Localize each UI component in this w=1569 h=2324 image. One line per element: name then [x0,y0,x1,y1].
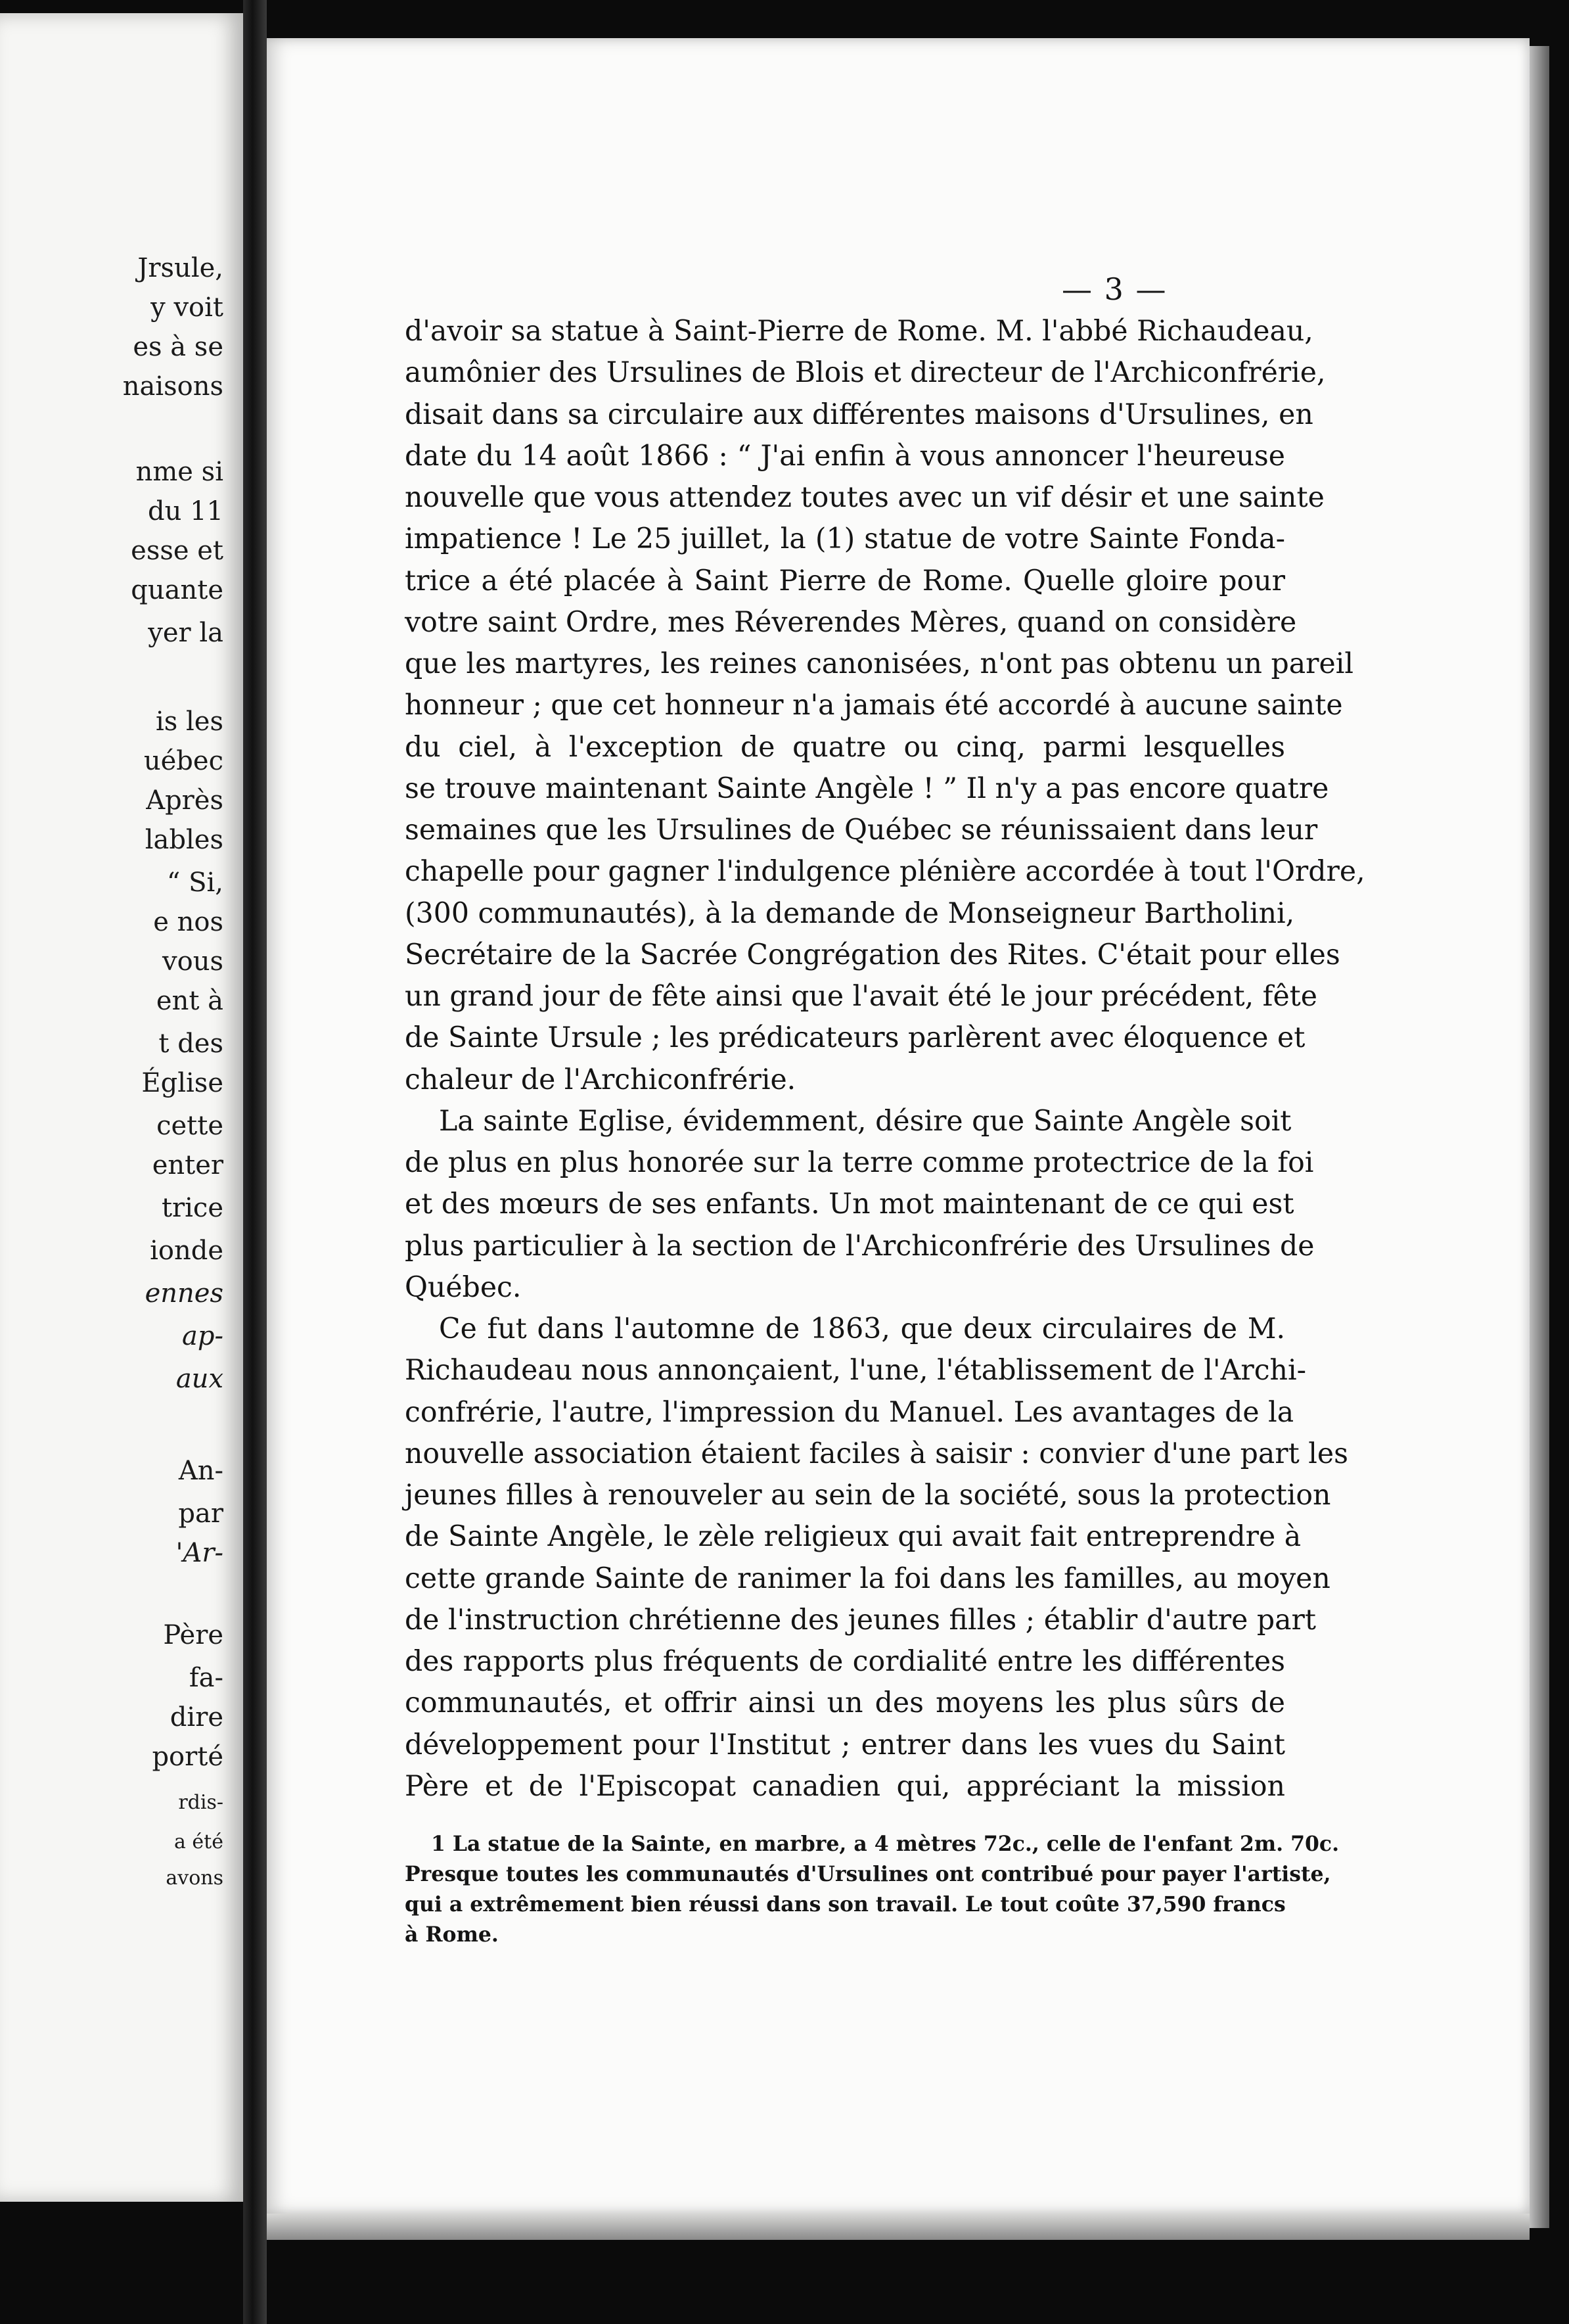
text-line: votre saint Ordre, mes Réverendes Mères, quand on considère [405,605,1297,639]
left-page-line: aux [175,1364,223,1394]
left-page-line: naisons [122,371,223,402]
text-line: de Sainte Angèle, le zèle religieux qui avait fait entreprendre à [405,1520,1302,1554]
text-line: des rapports plus fréquents de cordialité entre les différentes [405,1645,1285,1678]
text-line: nouvelle association étaient faciles à saisir : convier d'une part les [405,1437,1348,1470]
text-line: impatience ! Le 25 juillet, la (1) statue de votre Sainte Fonda- [405,523,1285,556]
left-page-line: “ Si, [166,868,223,898]
left-page-line: enter [152,1150,223,1180]
footnote-line: qui a extrêmement bien réussi dans son travail. Le tout coûte 37,590 francs [405,1892,1286,1917]
left-page-line: uébec [143,746,223,776]
left-page-line: fa- [189,1663,223,1693]
footnote-line: 1 La statue de la Sainte, en marbre, a 4 mètres 72c., celle de l'enfant 2m. 70c. [431,1832,1340,1856]
left-page-line: par [178,1499,223,1529]
left-page-line: porté [152,1742,223,1772]
left-page-line: ennes [145,1278,223,1309]
text-line: date du 14 août 1866 : “ J'ai enfin à vous annoncer l'heureuse [405,439,1285,473]
text-line: d'avoir sa statue à Saint-Pierre de Rome. M. l'abbé Richaudeau, [405,315,1313,348]
left-page-line: cette [156,1111,223,1141]
left-page-line: Père [163,1620,223,1650]
left-page-line: Après [146,785,223,816]
page-edge-bottom [267,2214,1530,2240]
left-page-line: nme si [135,457,223,487]
left-page-line: quante [131,575,223,605]
footnote-line: Presque toutes les communautés d'Ursulines ont contribué pour payer l'artiste, [405,1862,1331,1886]
text-line: se trouve maintenant Sainte Angèle ! ” Il n'y a pas encore quatre [405,772,1329,805]
text-line: de plus en plus honorée sur la terre comme protectrice de la foi [405,1146,1314,1179]
left-page-line: lables [145,825,223,855]
left-page-line: ionde [150,1236,223,1266]
left-page-line: rdis- [178,1791,223,1814]
left-page-line: dire [170,1702,223,1732]
text-line: Québec. [405,1270,522,1304]
text-line: aumônier des Ursulines de Blois et directeur de l'Archiconfrérie, [405,356,1326,390]
text-line: chaleur de l'Archiconfrérie. [405,1063,796,1096]
text-line: de l'instruction chrétienne des jeunes filles ; établir d'autre part [405,1603,1316,1637]
previous-page-fragment [0,13,243,2202]
left-page-line: trice [161,1193,223,1223]
left-page-line: a été [174,1830,223,1853]
book-gutter [243,0,267,2324]
text-line: Richaudeau nous annonçaient, l'une, l'établissement de l'Archi- [405,1354,1307,1387]
text-line: Ce fut dans l'automne de 1863, que deux circulaires de M. [439,1313,1285,1345]
left-page-line: An- [178,1456,223,1486]
text-line: La sainte Eglise, évidemment, désire que Sainte Angèle soit [439,1104,1292,1138]
left-page-line: y voit [150,292,223,323]
text-line: jeunes filles à renouveler au sein de la société, sous la protection [405,1479,1331,1512]
left-page-line: du 11 [148,496,223,526]
text-line: du ciel, à l'exception de quatre ou cinq, parmi lesquelles [405,730,1285,764]
body-text [405,311,1365,1807]
left-page-line: t des [158,1029,223,1059]
text-line: Secrétaire de la Sacrée Congrégation des Rites. C'était pour elles [405,938,1340,971]
text-line: plus particulier à la section de l'Archiconfrérie des Ursulines de [405,1229,1315,1263]
left-page-line: esse et [131,536,223,566]
left-page-line: Jrsule, [137,253,223,283]
left-page-line: ap- [182,1321,223,1351]
left-page-line: Église [141,1068,223,1098]
text-line: (300 communautés), à la demande de Monseigneur Bartholini, [405,896,1295,930]
footnote [405,1829,1340,1950]
text-line: et des mœurs de ses enfants. Un mot maintenant de ce qui est [405,1188,1294,1221]
page-number: — 3 — [1062,271,1168,307]
page-edge-right [1530,46,1549,2228]
left-page-line: vous [162,946,223,977]
text-line: semaines que les Ursulines de Québec se réunissaient dans leur [405,814,1318,847]
document-page [267,38,1530,2214]
text-line: nouvelle que vous attendez toutes avec un vif désir et une sainte [405,481,1325,514]
left-page-line: avons [166,1867,223,1890]
text-line: chapelle pour gagner l'indulgence plénière accordée à tout l'Ordre, [405,855,1365,889]
left-page-line: ent à [156,986,223,1016]
text-line: Père et de l'Episcopat canadien qui, appréciant la mission [405,1769,1285,1803]
left-page-line: yer la [148,618,223,648]
text-line: confrérie, l'autre, l'impression du Manuel. Les avantages de la [405,1395,1294,1429]
left-page-line: 'Ar- [175,1538,223,1568]
text-line: un grand jour de fête ainsi que l'avait été le jour précédent, fête [405,980,1317,1013]
text-line: trice a été placée à Saint Pierre de Rome. Quelle gloire pour [405,564,1285,597]
text-line: communautés, et offrir ainsi un des moyens les plus sûrs de [405,1686,1285,1720]
text-line: que les martyres, les reines canonisées, n'ont pas obtenu un pareil [405,647,1353,680]
text-line: cette grande Sainte de ranimer la foi dans les familles, au moyen [405,1562,1330,1595]
text-line: disait dans sa circulaire aux différentes maisons d'Ursulines, en [405,398,1313,431]
left-page-line: es à se [133,332,223,362]
text-line: de Sainte Ursule ; les prédicateurs parlèrent avec éloquence et [405,1021,1306,1055]
left-page-line: is les [155,707,223,737]
text-line: développement pour l'Institut ; entrer dans les vues du Saint [405,1728,1285,1761]
footnote-line: à Rome. [405,1922,499,1947]
text-line: honneur ; que cet honneur n'a jamais été accordé à aucune sainte [405,689,1343,722]
left-page-line: e nos [153,907,223,937]
